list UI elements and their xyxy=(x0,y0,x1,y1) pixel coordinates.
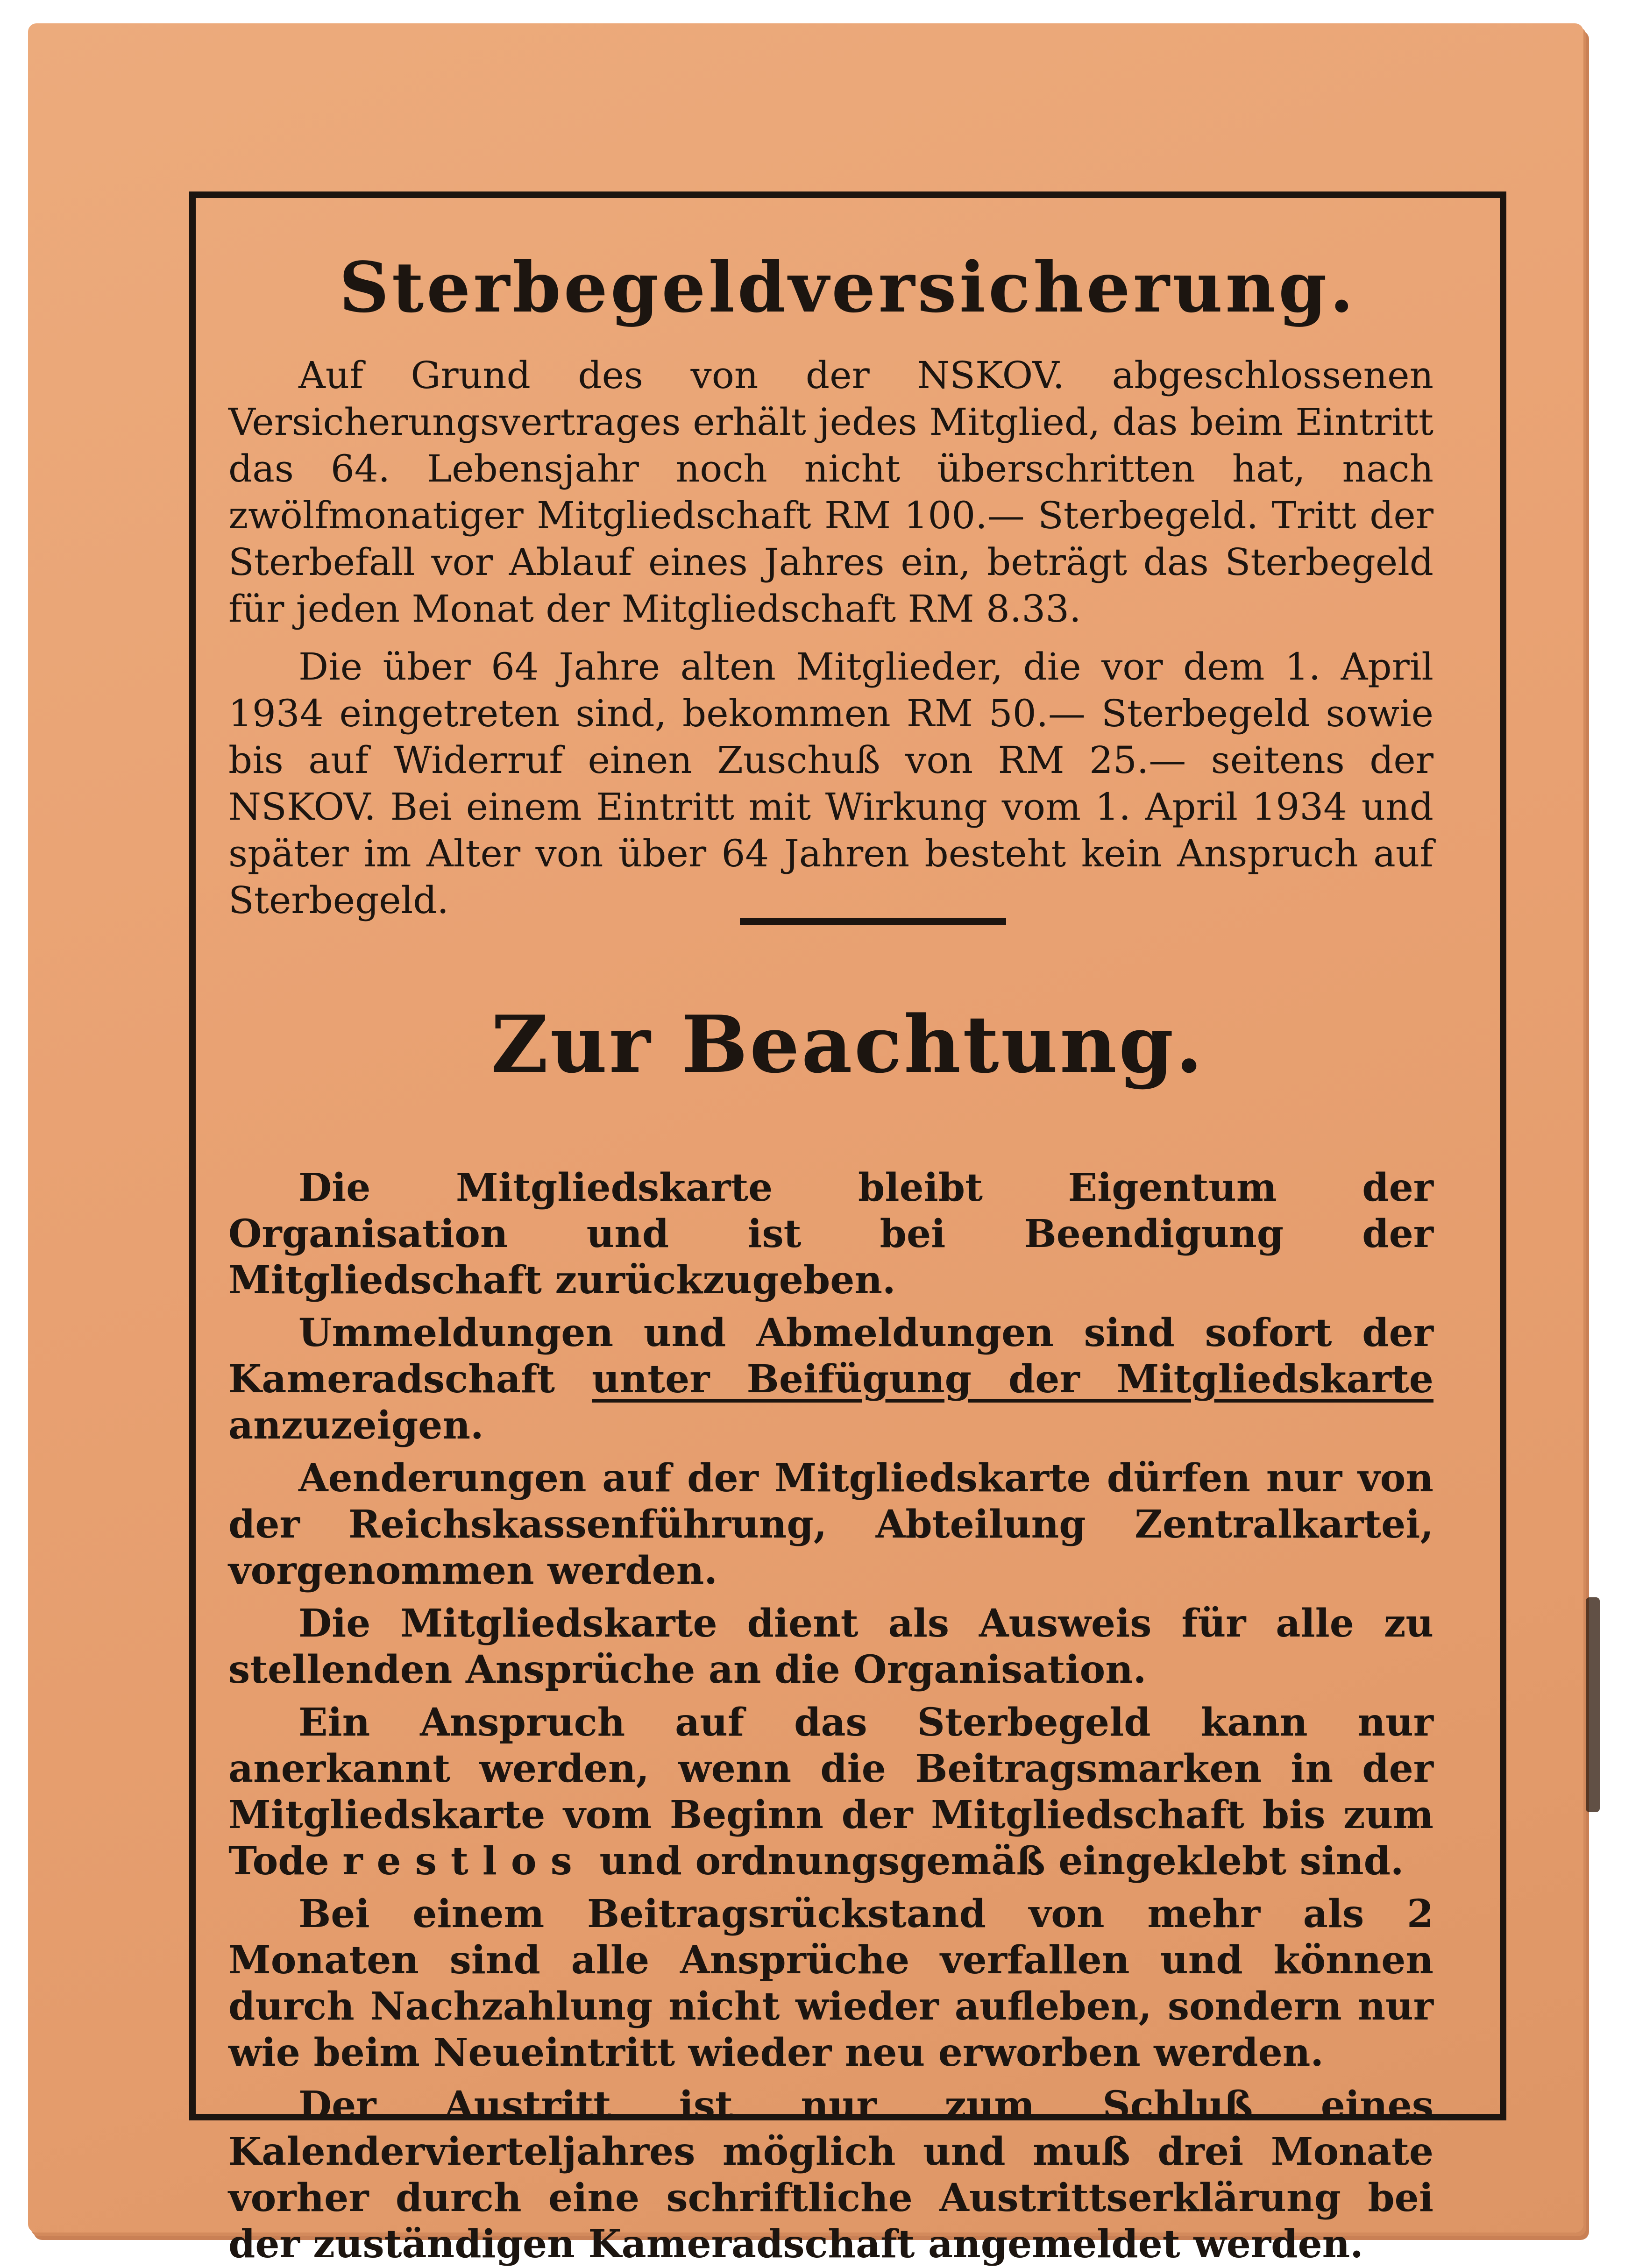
notice-text-part: anzuzeigen. xyxy=(228,1403,484,1448)
notice-text-part: Ummeldungen und Abmeldungen sind sofort der Kameradschaft xyxy=(228,1311,1433,1402)
notice-paragraph xyxy=(228,1310,1433,1449)
notice-paragraph: Die Mitgliedskarte dient als Ausweis für alle zu stellenden Ansprüche an die Organisation. xyxy=(228,1601,1433,1692)
notice-paragraph: Der Austritt ist nur zum Schluß eines Kalendervierteljahres möglich und muß drei Monate vorher durch eine schriftliche Austrittserklärung bei der zuständigen Kameradschaft angemeldet werden. xyxy=(228,2083,1433,2267)
notice-text xyxy=(228,1165,1433,2268)
notice-text-part: Ein Anspruch auf das Sterbegeld kann nur anerkannt werden, wenn die Beitragsmarken in der Mitgliedskarte vom Beginn der Mitgliedschaft bis zum Tode xyxy=(228,1700,1433,1884)
section-divider xyxy=(740,918,1006,925)
binding-stitch xyxy=(1586,1597,1600,1812)
underlined-phrase: unter Beifügung der Mitgliedskarte xyxy=(592,1357,1433,1402)
notice-title: Zur Beachtung. xyxy=(491,998,1205,1091)
insurance-paragraph: Die über 64 Jahre alten Mitglieder, die vor dem 1. April 1934 eingetreten sind, bekommen RM 50.— Sterbegeld sowie bis auf Widerruf einen Zuschuß von RM 25.— seitens der NSKOV. Bei einem Eintritt mit Wirkung vom 1. April 1934 und später im Alter von über 64 Jahren besteht kein Anspruch auf Sterbegeld. xyxy=(228,645,1433,922)
notice-text-part: und ordnungsgemäß eingeklebt sind. xyxy=(586,1839,1404,1884)
insurance-title: Sterbegeldversicherung. xyxy=(339,247,1357,328)
notice-paragraph: Bei einem Beitragsrückstand von mehr als 2 Monaten sind alle Ansprüche verfallen und können durch Nachzahlung nicht wieder aufleben, sondern nur wie beim Neueintritt wieder neu erworben werden. xyxy=(228,1892,1433,2075)
notice-paragraph: Die Mitgliedskarte bleibt Eigentum der Organisation und ist bei Beendigung der Mitgliedschaft zurückzugeben. xyxy=(228,1165,1433,1303)
membership-card-back xyxy=(28,23,1583,2267)
notice-paragraph: Aenderungen auf der Mitgliedskarte dürfen nur von der Reichskassenführung, Abteilung Zentralkartei, vorgenommen werden. xyxy=(228,1456,1433,1593)
text-frame xyxy=(189,191,1506,2267)
insurance-paragraph: Auf Grund des von der NSKOV. abgeschlossenen Versicherungsvertrages erhält jedes Mitglied, das beim Eintritt das 64. Lebensjahr noch nicht überschritten hat, nach zwölfmonatiger Mitgliedschaft RM 100.— Sterbegeld. Tritt der Sterbefall vor Ablauf eines Jahres ein, beträgt das Sterbegeld für jeden Monat der Mitgliedschaft RM 8.33. xyxy=(228,354,1433,631)
notice-paragraph xyxy=(228,1700,1433,1885)
spaced-word: restlos xyxy=(342,1839,586,1884)
insurance-text xyxy=(228,352,1433,924)
